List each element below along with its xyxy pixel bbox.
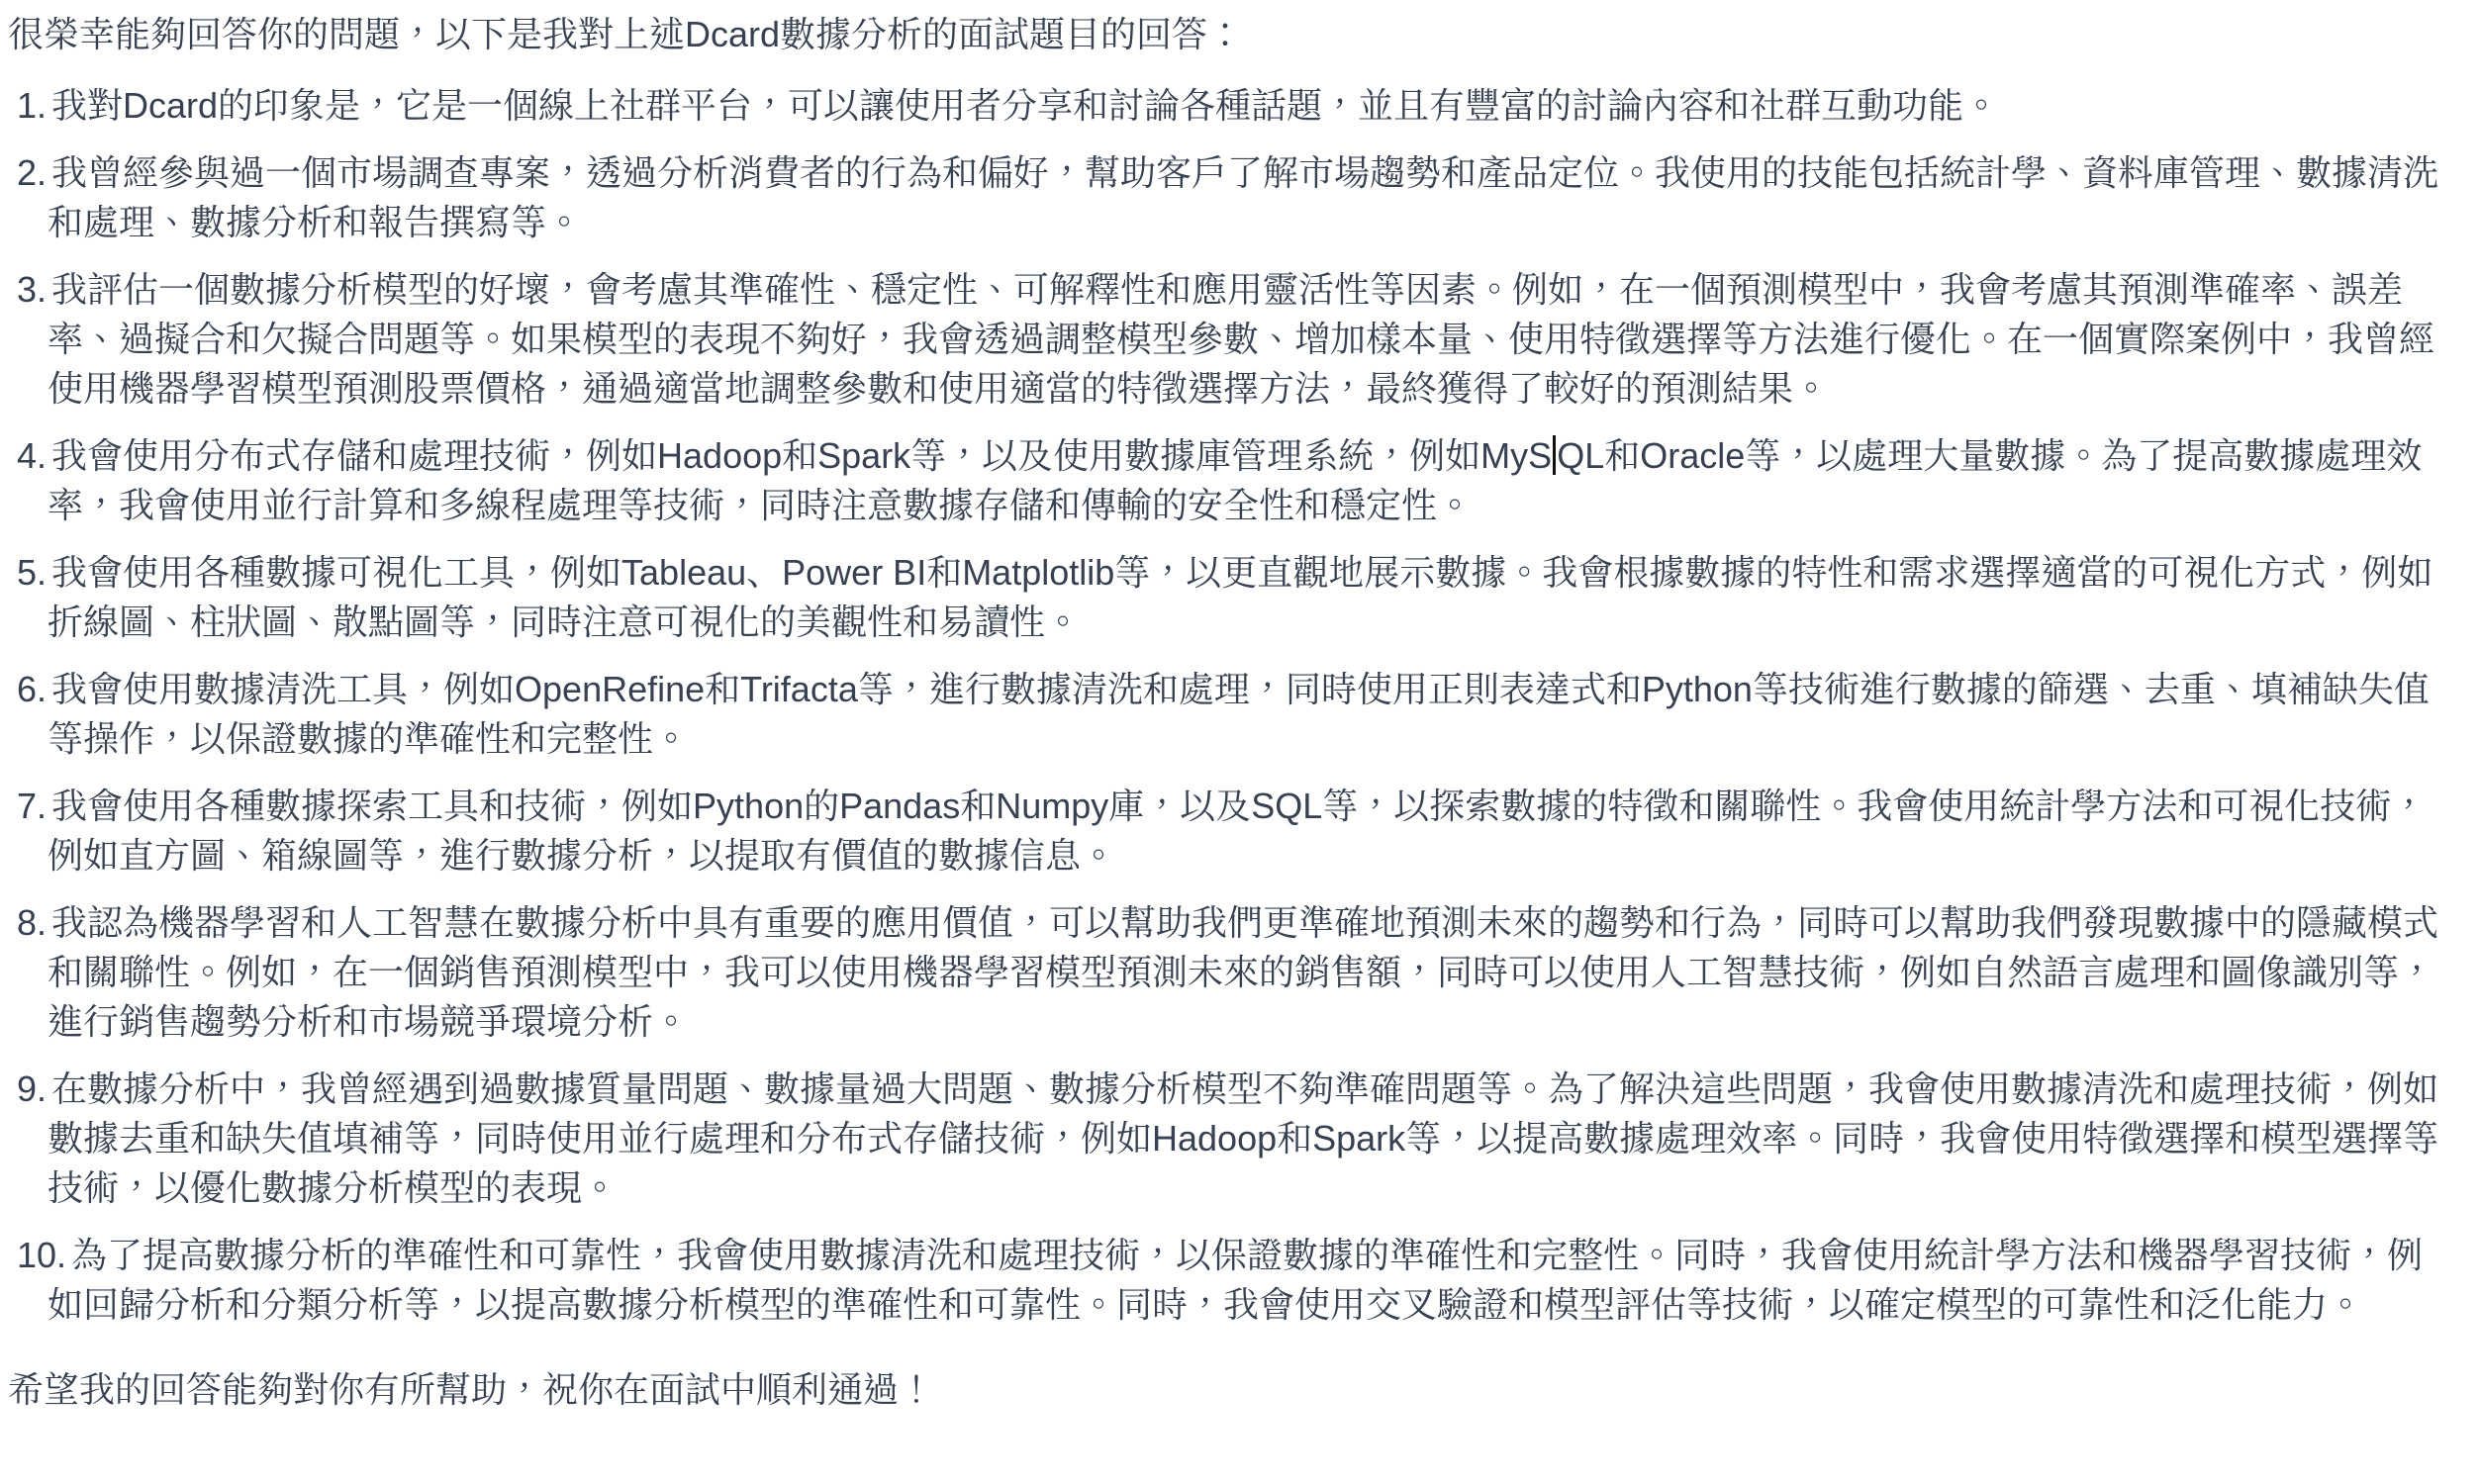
- list-item-number: 8.: [17, 902, 48, 943]
- list-item-text: 我會使用各種數據可視化工具，例如Tableau、Power BI和Matplotlib等，以更直觀地展示數據。我會根據數據的特性和需求選擇適當的可視化方式，例如折線圖、柱狀圖、散點圖等，同時注意可視化的美觀性和易讀性。: [48, 552, 2433, 642]
- list-item-text: 為了提高數據分析的準確性和可靠性，我會使用數據清洗和處理技術，以保證數據的準確性和完整性。同時，我會使用統計學方法和機器學習技術，例如回歸分析和分類分析等，以提高數據分析模型的準確性和可靠性。同時，我會使用交叉驗證和模型評估等技術，以確定模型的可靠性和泛化能力。: [48, 1235, 2424, 1325]
- list-item-number: 7.: [17, 786, 48, 826]
- list-item-number: 1.: [17, 85, 48, 126]
- list-item-number: 9.: [17, 1068, 48, 1109]
- list-item-text: 我評估一個數據分析模型的好壞，會考慮其準確性、穩定性、可解釋性和應用靈活性等因素。例如，在一個預測模型中，我會考慮其預測準確率、誤差率、過擬合和欠擬合問題等。如果模型的表現不夠好，我會透過調整模型參數、增加樣本量、使用特徵選擇等方法進行優化。在一個實際案例中，我曾經使用機器學習模型預測股票價格，通過適當地調整參數和使用適當的特徵選擇方法，最終獲得了較好的預測結果。: [48, 269, 2435, 409]
- list-item: [8, 1065, 2444, 1213]
- list-item-text: [48, 435, 2422, 525]
- chat-response-message: [8, 10, 2444, 1415]
- list-item: [8, 898, 2444, 1047]
- list-item-text: 我對Dcard的印象是，它是一個線上社群平台，可以讓使用者分享和討論各種話題，並且有豐富的討論內容和社群互動功能。: [51, 85, 2000, 126]
- list-item: [8, 81, 2444, 131]
- text-cursor-icon: [1553, 435, 1556, 475]
- list-item: [8, 431, 2444, 530]
- answer-list: [8, 81, 2444, 1330]
- closing-paragraph: 希望我的回答能夠對你有所幫助，祝你在面試中順利通過！: [8, 1369, 935, 1410]
- list-item: [8, 548, 2444, 647]
- list-item-number: 4.: [17, 435, 48, 476]
- intro-paragraph: 很榮幸能夠回答你的問題，以下是我對上述Dcard數據分析的面試題目的回答：: [8, 14, 1244, 54]
- list-item-text: 我認為機器學習和人工智慧在數據分析中具有重要的應用價值，可以幫助我們更準確地預測未來的趨勢和行為，同時可以幫助我們發現數據中的隱藏模式和關聯性。例如，在一個銷售預測模型中，我可以使用機器學習模型預測未來的銷售額，同時可以使用人工智慧技術，例如自然語言處理和圖像識別等，進行銷售趨勢分析和市場競爭環境分析。: [48, 902, 2439, 1042]
- list-item: [8, 665, 2444, 764]
- text-after-cursor: QL和Oracle等，以處理大量數據。為了提高數據處理效率，我會使用並行計算和多線程處理等技術，同時注意數據存儲和傳輸的安全性和穩定性。: [48, 435, 2423, 525]
- list-item-number: 3.: [17, 269, 48, 310]
- text-before-cursor: 我會使用分布式存儲和處理技術，例如Hadoop和Spark等，以及使用數據庫管理系統，例如MyS: [51, 435, 1553, 476]
- list-item-text: 我曾經參與過一個市場調查專案，透過分析消費者的行為和偏好，幫助客戶了解市場趨勢和產品定位。我使用的技能包括統計學、資料庫管理、數據清洗和處理、數據分析和報告撰寫等。: [48, 152, 2439, 242]
- list-item-text: 我會使用各種數據探索工具和技術，例如Python的Pandas和Numpy庫，以及SQL等，以探索數據的特徵和關聯性。我會使用統計學方法和可視化技術，例如直方圖、箱線圖等，進行數據分析，以提取有價值的數據信息。: [48, 786, 2428, 876]
- list-item-number: 6.: [17, 669, 48, 709]
- list-item-number: 10.: [17, 1235, 67, 1275]
- list-item: [8, 148, 2444, 247]
- list-item-text: 在數據分析中，我曾經遇到過數據質量問題、數據量過大問題、數據分析模型不夠準確問題等。為了解決這些問題，我會使用數據清洗和處理技術，例如數據去重和缺失值填補等，同時使用並行處理和分布式存儲技術，例如Hadoop和Spark等，以提高數據處理效率。同時，我會使用特徵選擇和模型選擇等技術，以優化數據分析模型的表現。: [48, 1068, 2439, 1208]
- list-item: [8, 1231, 2444, 1330]
- list-item-text: 我會使用數據清洗工具，例如OpenRefine和Trifacta等，進行數據清洗和處理，同時使用正則表達式和Python等技術進行數據的篩選、去重、填補缺失值等操作，以保證數據的準確性和完整性。: [48, 669, 2430, 759]
- list-item: [8, 782, 2444, 881]
- list-item-number: 5.: [17, 552, 48, 593]
- list-item: [8, 265, 2444, 414]
- list-item-number: 2.: [17, 152, 48, 193]
